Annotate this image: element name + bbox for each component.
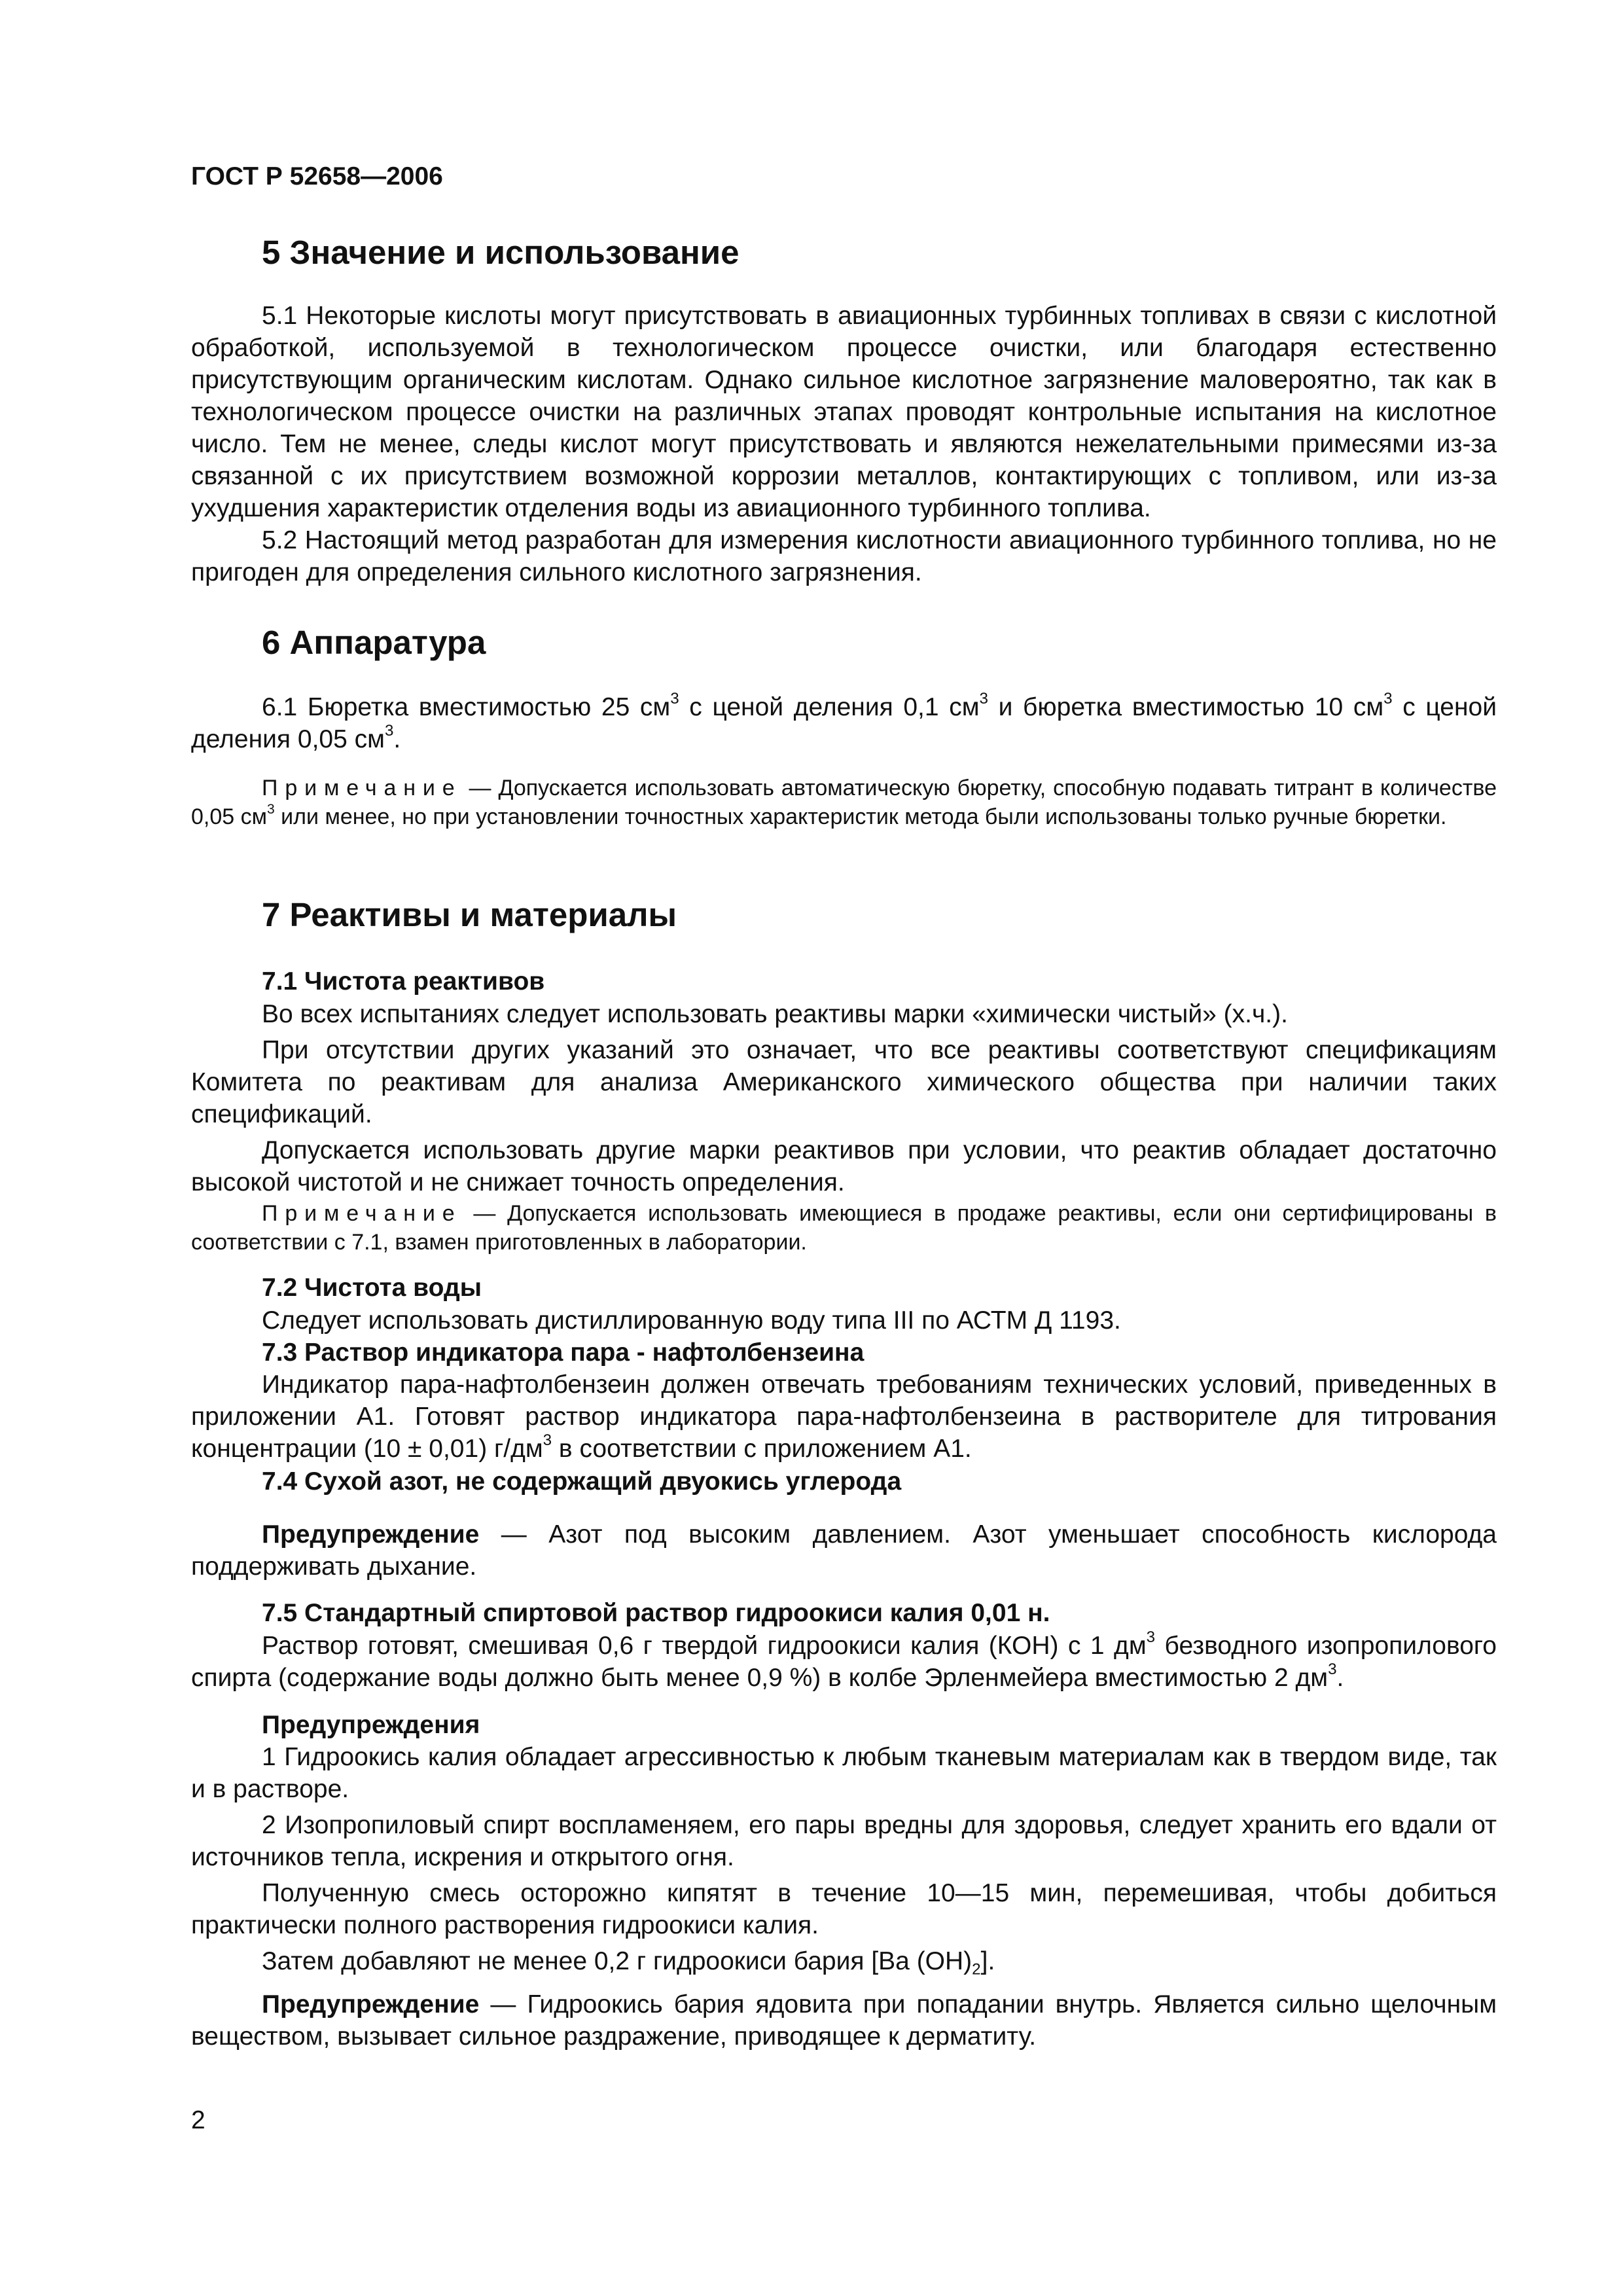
section-7-title: 7 Реактивы и материалы: [262, 896, 677, 933]
text: ].: [980, 1947, 995, 1975]
superscript: 3: [979, 689, 988, 708]
text: с ценой деления 0,05 см: [191, 693, 1497, 753]
subsection-7-1-title: 7.1 Чистота реактивов: [262, 967, 545, 996]
paragraph-boil: Полученную смесь осторожно кипятят в течение 10—15 мин, перемешивая, чтобы добиться практически полного растворения гидроокиси калия.: [191, 1879, 1497, 1939]
warning-7-4: [191, 1518, 1497, 1583]
subsection-7-5-body: [191, 1630, 1497, 1694]
superscript: 3: [1383, 689, 1393, 708]
subsection-7-3-body: [191, 1369, 1497, 1465]
text: с ценой деления 0,1 см: [679, 693, 980, 721]
subsection-7-2-body: [191, 1304, 1497, 1336]
text: — Гидроокись бария ядовита при попадании внутрь. Является сильно щелочным веществом, вызывает сильное раздражение, приводящее к дерматиту.: [191, 1990, 1497, 2051]
paragraph-5-2: 5.2 Настоящий метод разработан для измерения кислотности авиационного турбинного топлива, но не пригоден для определения сильного кислотного загрязнения.: [191, 526, 1497, 586]
paragraph-5-1: 5.1 Некоторые кислоты могут присутствовать в авиационных турбинных топливах в связи с кислотной обработкой, используемой в технологическом процессе очистки, или благодаря естественно присутствующим органическим кислотам. Однако сильное кислотное загрязнение маловероятно, так как в технологическом процессе очистки на различных этапах проводят контрольные испытания на кислотное число. Тем не менее, следы кислот могут присутствовать и являются нежелательными примесями из-за связанной с их присутствием возможной коррозии металлов, контактирующих с топливом, или из-за ухудшения характеристик отделения воды из авиационного турбинного топлива.: [191, 302, 1497, 522]
paragraph: Следует использовать дистиллированную воду типа III по АСТМ Д 1193.: [262, 1306, 1121, 1335]
warning-item-1: 1 Гидроокись калия обладает агрессивностью к любым тканевым материалам как в твердом виде, так и в растворе.: [191, 1743, 1497, 1803]
subsection-7-2-title: 7.2 Чистота воды: [262, 1274, 482, 1302]
warnings-title: Предупреждения: [262, 1711, 480, 1739]
superscript: 3: [543, 1431, 552, 1449]
text: Затем добавляют не менее 0,2 г гидроокиси бария [Ba (OH): [262, 1947, 972, 1975]
document-header: ГОСТ Р 52658—2006: [191, 162, 443, 190]
subsection-7-4-title: 7.4 Сухой азот, не содержащий двуокись углерода: [262, 1467, 902, 1496]
subsection-7-3-title: 7.3 Раствор индикатора пара - нафтолбензеина: [262, 1338, 865, 1367]
section-5-body: [191, 300, 1497, 588]
warning-label: Предупреждение: [262, 1520, 480, 1549]
superscript: 3: [267, 802, 275, 817]
superscript: 3: [1146, 1628, 1156, 1646]
text: — Азот под высоким давлением. Азот уменьшает способность кислорода поддерживать дыхание.: [191, 1520, 1497, 1581]
subscript: 2: [972, 1960, 981, 1979]
paragraph: Во всех испытаниях следует использовать реактивы марки «химически чистый» (х.ч.).: [262, 1000, 1288, 1028]
page-number: 2: [191, 2106, 205, 2134]
section-6-title: 6 Аппаратура: [262, 624, 486, 661]
superscript: 3: [384, 721, 394, 740]
warning-item-2: 2 Изопропиловый спирт воспламеняем, его пары вредны для здоровья, следует хранить его вдали от источников тепла, искрения и открытого огня.: [191, 1811, 1497, 1871]
text: 6.1 Бюретка вместимостью 25 см: [262, 693, 671, 721]
text: .: [1336, 1664, 1344, 1692]
text: или менее, но при установлении точностных характеристик метода были использованы только ручные бюретки.: [274, 804, 1447, 829]
warning-label: Предупреждение: [262, 1990, 480, 2018]
text: — Допускается использовать автоматическую бюретку, способную подавать титрант в количестве 0,05 см: [191, 776, 1497, 829]
subsection-7-1-body: [191, 998, 1497, 1198]
text: .: [393, 725, 401, 753]
text: в соответствии с приложением А1.: [552, 1435, 972, 1463]
note-6-1: [191, 774, 1497, 831]
superscript: 3: [670, 689, 679, 708]
subsection-7-5-title: 7.5 Стандартный спиртовой раствор гидроокиси калия 0,01 н.: [262, 1599, 1050, 1627]
warning-barium: [191, 1988, 1497, 2053]
paragraph: Допускается использовать другие марки реактивов при условии, что реактив обладает достаточно высокой чистотой и не снижает точность определения.: [191, 1136, 1497, 1196]
section-5-title: 5 Значение и использование: [262, 234, 740, 271]
note-label: Примечание: [262, 1201, 462, 1226]
text: Индикатор пара-нафтолбензеин должен отвечать требованиям технических условий, приведенных в приложении А1. Готовят раствор индикатора пара-нафтолбензеина в растворителе для титрования концентрации (10 ± 0,01) г/дм: [191, 1371, 1497, 1463]
paragraph-6-1: [191, 691, 1497, 755]
note-7-1: [191, 1199, 1497, 1257]
note-label: Примечание: [262, 776, 462, 800]
superscript: 3: [1328, 1660, 1337, 1678]
text: — Допускается использовать имеющиеся в продаже реактивы, если они сертифицированы в соответствии с 7.1, взамен приготовленных в лаборатории.: [191, 1201, 1497, 1255]
text: безводного изопропилового спирта (содержание воды должно быть менее 0,9 %) в колбе Эрленмейера вместимостью 2 дм: [191, 1632, 1497, 1692]
text: Раствор готовят, смешивая 0,6 г твердой гидроокиси калия (КОН) с 1 дм: [262, 1632, 1147, 1660]
text: и бюретка вместимостью 10 см: [988, 693, 1384, 721]
paragraph: При отсутствии других указаний это означает, что все реактивы соответствуют спецификациям Комитета по реактивам для анализа Американского химического общества при наличии таких спецификаций.: [191, 1036, 1497, 1128]
warnings-list: [191, 1741, 1497, 1977]
